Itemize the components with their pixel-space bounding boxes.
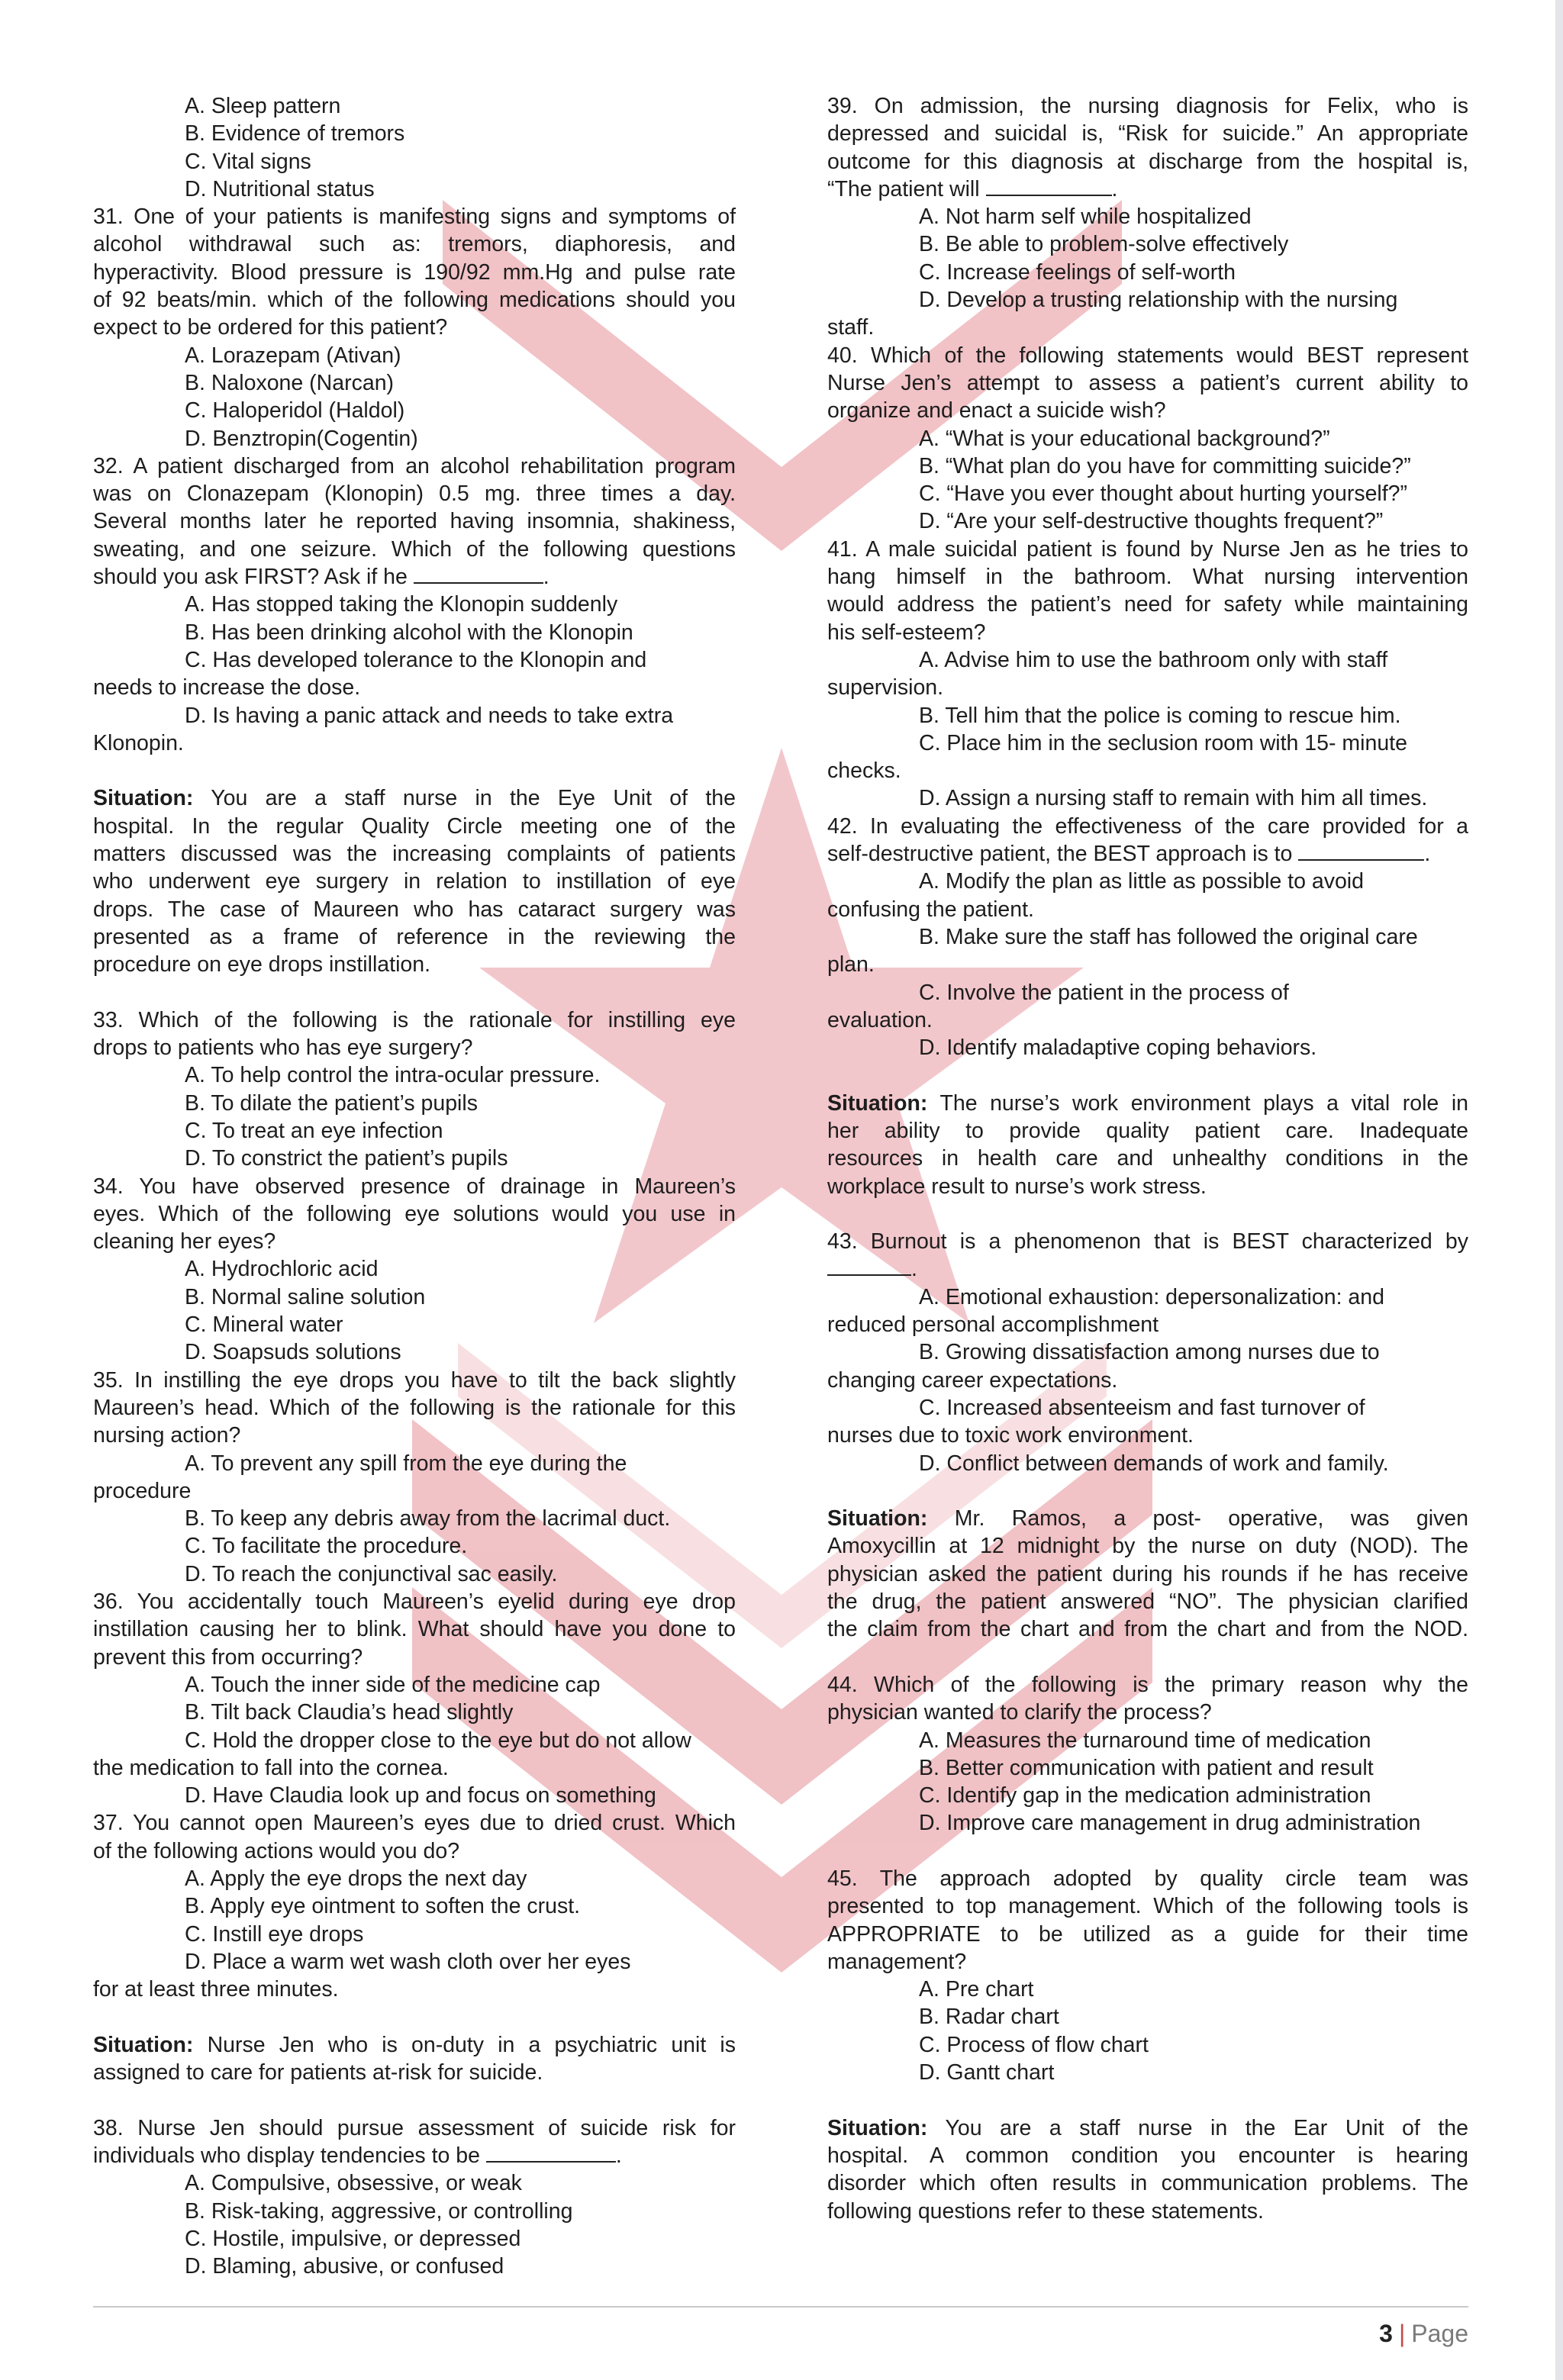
situation-text: who underwent eye surgery in relation to instillation of eye <box>93 869 736 894</box>
situation-line: You are a staff nurse in the Ear Unit of the <box>945 2115 1469 2140</box>
option: D. Blaming, abusive, or confused <box>185 2254 504 2279</box>
option: A. Touch the inner side of the medicine cap <box>185 1672 601 1697</box>
situation-text: resources in health care and unhealthy conditions in the <box>827 1146 1468 1171</box>
question-31-text: expect to be ordered for this patient? <box>93 315 448 340</box>
question-44-text: 44. Which of the following is the primary reason why the <box>827 1672 1468 1697</box>
question-38-text: 38. Nurse Jen should pursue assessment of suicide risk for <box>93 2115 736 2140</box>
option: D. Conflict between demands of work and family. <box>919 1451 1389 1476</box>
question-41-text: 41. A male suicidal patient is found by Nurse Jen as he tries to <box>827 536 1468 562</box>
question-39-text: depressed and suicidal is, “Risk for suicide.” An appropriate <box>827 121 1468 147</box>
question-32-stem: should you ask FIRST? Ask if he <box>93 565 408 590</box>
option: B. Has been drinking alcohol with the Klonopin <box>185 620 633 645</box>
option: D. Soapsuds solutions <box>185 1340 401 1365</box>
footer-divider <box>93 2306 1468 2308</box>
question-31-text: of 92 beats/min. which of the following medications should you <box>93 288 736 313</box>
situation-text <box>93 2031 736 2059</box>
situation-line: The nurse’s work environment plays a vital role in <box>939 1090 1469 1116</box>
question-39-text: “The patient will . <box>827 176 1118 201</box>
question-35-text: nursing action? <box>93 1423 241 1448</box>
option: D. Place a warm wet wash cloth over her eyes <box>185 1949 631 1974</box>
option: C. Place him in the seclusion room with 15- minute <box>919 730 1407 755</box>
option-continued: reduced personal accomplishment <box>827 1312 1159 1338</box>
situation-label: Situation: <box>827 2115 928 2140</box>
option: A. To help control the intra-ocular pressure. <box>185 1063 601 1088</box>
option: C. Hostile, impulsive, or depressed <box>185 2226 521 2251</box>
question-43-text: 43. Burnout is a phenomenon that is BEST characterized by <box>827 1229 1468 1254</box>
question-45-text: presented to top management. Which of the following tools is <box>827 1894 1468 1919</box>
option: D. Have Claudia look up and focus on something <box>185 1783 656 1808</box>
question-40-text: 40. Which of the following statements would BEST represent <box>827 343 1468 368</box>
option-continued: evaluation. <box>827 1007 933 1032</box>
question-45-text: 45. The approach adopted by quality circle team was <box>827 1866 1468 1891</box>
question-39-stem: “The patient will <box>827 176 980 201</box>
situation-text: presented as a frame of reference in the reviewing the <box>93 924 736 949</box>
question-40-text: organize and enact a suicide wish? <box>827 398 1166 424</box>
answer-blank <box>986 176 1112 196</box>
option: B. “What plan do you have for committing suicide?” <box>919 453 1411 478</box>
question-34-text: eyes. Which of the following eye solutions would you use in <box>93 1201 736 1226</box>
option: D. Assign a nursing staff to remain with him all times. <box>919 786 1428 811</box>
option-continued: procedure <box>93 1478 192 1503</box>
question-32-text: should you ask FIRST? Ask if he . <box>93 565 549 590</box>
question-37-text: 37. You cannot open Maureen’s eyes due to dried crust. Which <box>93 1811 736 1836</box>
option: A. “What is your educational background?” <box>919 426 1330 451</box>
question-37-text: of the following actions would you do? <box>93 1838 460 1863</box>
option-continued: Klonopin. <box>93 730 184 755</box>
option: D. Improve care management in drug administration <box>919 1811 1421 1836</box>
situation-text: disorder which often results in communication problems. The <box>827 2171 1468 2196</box>
option: A. Hydrochloric acid <box>185 1257 379 1282</box>
option: B. To dilate the patient’s pupils <box>185 1090 478 1116</box>
question-34-text: cleaning her eyes? <box>93 1229 276 1254</box>
option: C. “Have you ever thought about hurting yourself?” <box>919 481 1408 507</box>
option-continued: checks. <box>827 758 901 784</box>
question-41-text: hang himself in the bathroom. What nursing intervention <box>827 565 1468 590</box>
option: B. Evidence of tremors <box>185 121 405 147</box>
situation-text <box>93 784 736 812</box>
option: C. Increased absenteeism and fast turnover of <box>919 1395 1365 1420</box>
question-31-text: hyperactivity. Blood pressure is 190/92 mm.Hg and pulse rate <box>93 259 736 285</box>
answer-blank <box>1298 841 1424 861</box>
option: A. Lorazepam (Ativan) <box>185 343 401 368</box>
situation-text: procedure on eye drops instillation. <box>93 952 431 977</box>
option: D. Develop a trusting relationship with the nursing <box>919 288 1398 313</box>
situation-label: Situation: <box>93 2032 194 2057</box>
option: A. Measures the turnaround time of medication <box>919 1728 1371 1753</box>
option: B. Risk-taking, aggressive, or controlling <box>185 2198 573 2224</box>
option: C. To facilitate the procedure. <box>185 1534 468 1559</box>
option: C. Identify gap in the medication administration <box>919 1783 1371 1808</box>
option: B. Make sure the staff has followed the original care <box>919 924 1418 949</box>
situation-text: the drug, the patient answered “NO”. The physician clarified <box>827 1589 1468 1615</box>
option: B. Growing dissatisfaction among nurses due to <box>919 1340 1380 1365</box>
page-label: Page <box>1411 2320 1468 2347</box>
option: D. To reach the conjunctival sac easily. <box>185 1561 558 1586</box>
page-number: 3 <box>1379 2320 1393 2347</box>
option-continued: changing career expectations. <box>827 1367 1118 1393</box>
situation-text: workplace result to nurse’s work stress. <box>827 1174 1207 1199</box>
answer-blank <box>414 564 543 584</box>
question-42-stem: self-destructive patient, the BEST approach is to <box>827 842 1293 867</box>
question-42-text: self-destructive patient, the BEST approach is to . <box>827 842 1431 867</box>
situation-text <box>827 1505 1468 1532</box>
option: C. Vital signs <box>185 149 311 174</box>
question-45-text: management? <box>827 1949 967 1974</box>
option: B. Naloxone (Narcan) <box>185 370 395 395</box>
situation-text: matters discussed was the increasing complaints of patients <box>93 842 736 867</box>
question-33-text: drops to patients who has eye surgery? <box>93 1035 473 1061</box>
option: B. Normal saline solution <box>185 1284 426 1309</box>
question-35-text: 35. In instilling the eye drops you have to tilt the back slightly <box>93 1367 736 1393</box>
option: C. To treat an eye infection <box>185 1118 443 1143</box>
answer-blank <box>486 2143 616 2163</box>
situation-line: Nurse Jen who is on-duty in a psychiatric unit is <box>207 2032 736 2057</box>
option-continued: nurses due to toxic work environment. <box>827 1423 1194 1448</box>
option-continued: plan. <box>827 952 875 977</box>
option-continued: the medication to fall into the cornea. <box>93 1755 449 1780</box>
situation-label: Situation: <box>827 1506 928 1531</box>
answer-blank <box>827 1256 911 1276</box>
option: C. Hold the dropper close to the eye but do not allow <box>185 1728 691 1753</box>
scrollbar[interactable] <box>1555 0 1563 2380</box>
question-33-text: 33. Which of the following is the rationale for instilling eye <box>93 1007 736 1032</box>
question-36-text: 36. You accidentally touch Maureen’s eyelid during eye drop <box>93 1589 736 1615</box>
situation-text: assigned to care for patients at-risk for suicide. <box>93 2060 543 2085</box>
option: A. Modify the plan as little as possible to avoid <box>919 869 1364 894</box>
option: B. Tilt back Claudia’s head slightly <box>185 1700 514 1725</box>
option: A. Compulsive, obsessive, or weak <box>185 2171 522 2196</box>
option-continued: for at least three minutes. <box>93 1977 339 2002</box>
option: B. Apply eye ointment to soften the crust. <box>185 1894 581 1919</box>
situation-text: hospital. A common condition you encounter is hearing <box>827 2143 1468 2168</box>
option: C. Increase feelings of self-worth <box>919 259 1236 285</box>
option: C. Process of flow chart <box>919 2032 1149 2057</box>
option: A. Not harm self while hospitalized <box>919 205 1252 230</box>
question-39-text: outcome for this diagnosis at discharge from the hospital is, <box>827 149 1468 174</box>
option: A. To prevent any spill from the eye during the <box>185 1451 627 1476</box>
situation-text: physician asked the patient during his rounds if he has receive <box>827 1561 1468 1586</box>
option: D. Gantt chart <box>919 2060 1055 2085</box>
situation-text: following questions refer to these statements. <box>827 2198 1264 2224</box>
situation-text: Amoxycillin at 12 midnight by the nurse on duty (NOD). The <box>827 1534 1468 1559</box>
question-41-text: his self-esteem? <box>827 620 986 645</box>
question-36-text: instillation causing her to blink. What should have you done to <box>93 1617 736 1642</box>
footer-separator: | <box>1398 2320 1406 2347</box>
option: A. Advise him to use the bathroom only with staff <box>919 647 1388 672</box>
situation-line: Mr. Ramos, a post- operative, was given <box>954 1506 1469 1531</box>
situation-text <box>827 1090 1468 1117</box>
option: A. Emotional exhaustion: depersonalization: and <box>919 1284 1384 1309</box>
option: D. Benztropin(Cogentin) <box>185 426 418 451</box>
situation-label: Situation: <box>827 1090 928 1116</box>
option: B. Be able to problem-solve effectively <box>919 232 1289 257</box>
option: D. Identify maladaptive coping behaviors. <box>919 1035 1317 1061</box>
option: C. Instill eye drops <box>185 1921 364 1947</box>
option: A. Sleep pattern <box>185 94 341 118</box>
option-continued: confusing the patient. <box>827 897 1034 922</box>
left-column <box>93 92 736 2280</box>
option: B. To keep any debris away from the lacrimal duct. <box>185 1506 671 1531</box>
question-41-text: would address the patient’s need for safety while maintaining <box>827 592 1468 617</box>
question-31-text: alcohol withdrawal such as: tremors, diaphoresis, and <box>93 232 736 257</box>
option: D. Is having a panic attack and needs to take extra <box>185 703 674 728</box>
question-32-text: 32. A patient discharged from an alcohol rehabilitation program <box>93 453 736 478</box>
situation-text: hospital. In the regular Quality Circle meeting one of the <box>93 813 736 839</box>
situation-text: drops. The case of Maureen who has cataract surgery was <box>93 897 736 922</box>
question-39-text: 39. On admission, the nursing diagnosis for Felix, who is <box>827 94 1468 118</box>
question-31-text: 31. One of your patients is manifesting signs and symptoms of <box>93 205 736 230</box>
option: D. Nutritional status <box>185 176 375 201</box>
situation-label: Situation: <box>93 786 194 811</box>
option: D. To constrict the patient’s pupils <box>185 1146 508 1171</box>
option: A. Apply the eye drops the next day <box>185 1866 527 1891</box>
situation-text <box>827 2114 1468 2142</box>
question-42-text: 42. In evaluating the effectiveness of the care provided for a <box>827 813 1468 839</box>
right-column <box>827 92 1468 2225</box>
situation-text: the claim from the chart and from the chart and from the NOD. <box>827 1617 1468 1642</box>
option-continued: needs to increase the dose. <box>93 675 361 700</box>
option: B. Better communication with patient and result <box>919 1755 1374 1780</box>
option: C. Has developed tolerance to the Klonopin and <box>185 647 647 672</box>
question-38-text: individuals who display tendencies to be . <box>93 2143 622 2168</box>
question-45-text: APPROPRIATE to be utilized as a guide for their time <box>827 1921 1468 1947</box>
question-38-stem: individuals who display tendencies to be <box>93 2143 480 2168</box>
question-32-text: was on Clonazepam (Klonopin) 0.5 mg. three times a day. <box>93 481 736 507</box>
option-continued: staff. <box>827 315 875 340</box>
option: B. Radar chart <box>919 2005 1059 2030</box>
situation-line: You are a staff nurse in the Eye Unit of the <box>211 786 736 811</box>
situation-text: her ability to provide quality patient care. Inadequate <box>827 1118 1468 1143</box>
question-40-text: Nurse Jen’s attempt to assess a patient’s current ability to <box>827 370 1468 395</box>
question-32-text: Several months later he reported having insomnia, shakiness, <box>93 509 736 534</box>
option: C. Involve the patient in the process of <box>919 980 1289 1005</box>
question-32-text: sweating, and one seizure. Which of the following questions <box>93 536 736 562</box>
option: D. “Are your self-destructive thoughts frequent?” <box>919 509 1384 534</box>
option: A. Has stopped taking the Klonopin suddenly <box>185 592 618 617</box>
option: B. Tell him that the police is coming to rescue him. <box>919 703 1401 728</box>
option: C. Mineral water <box>185 1312 343 1338</box>
option: A. Pre chart <box>919 1977 1034 2002</box>
question-35-text: Maureen’s head. Which of the following is the rationale for this <box>93 1395 736 1420</box>
question-34-text: 34. You have observed presence of drainage in Maureen’s <box>93 1174 736 1199</box>
question-44-text: physician wanted to clarify the process? <box>827 1700 1212 1725</box>
question-36-text: prevent this from occurring? <box>93 1644 363 1670</box>
page-footer <box>1379 2320 1468 2348</box>
option-continued: supervision. <box>827 675 944 700</box>
question-43-text: . <box>827 1255 1468 1283</box>
option: C. Haloperidol (Haldol) <box>185 398 405 424</box>
